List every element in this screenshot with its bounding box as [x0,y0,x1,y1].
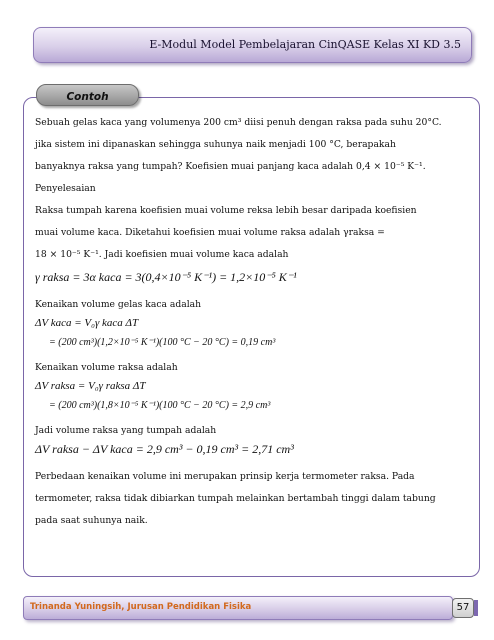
header-title: E-Modul Model Pembelajaran CinQASE Kelas XI KD 3.5 [149,38,461,51]
section-label-tab [36,84,139,106]
equation-delta-v-kaca-result: = (200 cm³)(1,2×10⁻⁵ K⁻¹)(100 °C − 20 °C) = 0,19 cm³ [49,336,276,348]
equation-delta-v-raksa-result: = (200 cm³)(1,8×10⁻⁵ K⁻¹)(100 °C − 20 °C) = 2,9 cm³ [49,400,271,412]
header-bar [33,27,472,63]
equation-delta-v-raksa: ΔV raksa = V₀γ raksa ΔT [35,379,146,392]
footer-bar [23,596,453,620]
label-volume-raksa: Kenaikan volume raksa adalah [35,361,178,373]
label-volume-tumpah: Jadi volume raksa yang tumpah adalah [35,425,217,437]
equation-gamma-kaca: γ raksa = 3α kaca = 3(0,4×10⁻⁵ K⁻¹) = 1,2×10⁻⁵ K⁻¹ [35,270,297,284]
solution-p2-line-3: pada saat suhunya naik. [35,514,148,526]
problem-line-3: banyaknya raksa yang tumpah? Koefisien muai panjang kaca adalah 0,4 × 10⁻⁵ K⁻¹. [35,161,426,172]
footer-accent-rule [474,600,494,616]
problem-line-1: Sebuah gelas kaca yang volumenya 200 cm³ diisi penuh dengan raksa pada suhu 20°C. [35,117,442,128]
equation-volume-tumpah: ΔV raksa − ΔV kaca = 2,9 cm³ − 0,19 cm³ = 2,71 cm³ [35,442,294,457]
section-label: Contoh [66,91,109,103]
solution-p1-line-3: 18 × 10⁻⁵ K⁻¹. Jadi koefisien muai volume kaca adalah [35,249,289,260]
footer-author: Trinanda Yuningsih, Jurusan Pendidikan Fisika [30,602,252,612]
label-volume-kaca: Kenaikan volume gelas kaca adalah [35,298,202,310]
solution-p1-line-1: Raksa tumpah karena koefisien muai volume reksa lebih besar daripada koefisien [35,205,417,216]
page-number: 57 [452,598,474,618]
solution-heading: Penyelesaian [35,183,96,194]
solution-p1-line-2: muai volume kaca. Diketahui koefisien muai volume raksa adalah γraksa = [35,227,385,238]
solution-p2-line-2: termometer, raksa tidak dibiarkan tumpah melainkan bertambah tinggi dalam tabung [35,492,436,504]
solution-p2-line-1: Perbedaan kenaikan volume ini merupakan prinsip kerja termometer raksa. Pada [35,470,415,482]
equation-delta-v-kaca: ΔV kaca = V₀γ kaca ΔT [35,316,139,329]
problem-line-2: jika sistem ini dipanaskan sehingga suhunya naik menjadi 100 °C, berapakah [35,139,396,150]
content-body [35,112,473,532]
